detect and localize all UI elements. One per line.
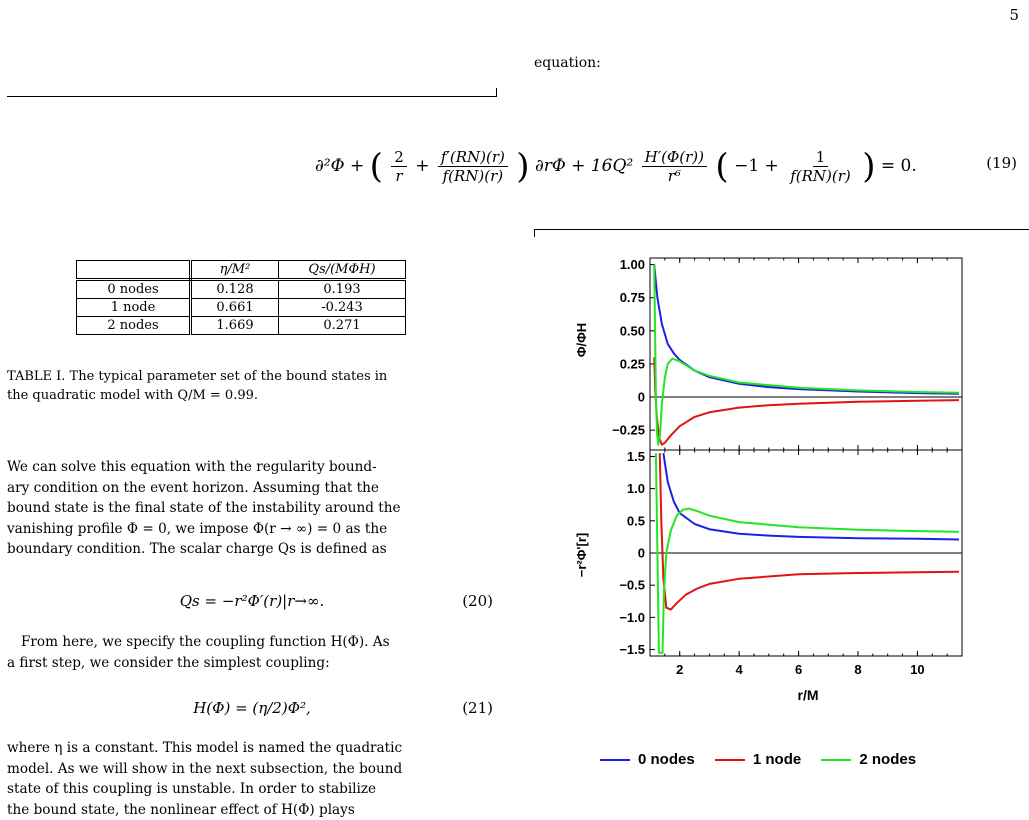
text-line: boundary condition. The scalar charge Qs is defined as (7, 539, 497, 560)
legend-swatch (715, 759, 745, 761)
eq20-number: (20) (462, 592, 493, 610)
frac-den: r (392, 167, 405, 185)
y-tick-label: 0 (638, 546, 645, 561)
eq19-minus-one: −1 + (734, 156, 779, 176)
y-tick-label: 0.25 (620, 356, 645, 371)
text-line: We can solve this equation with the regularity bound- (7, 457, 497, 478)
eq19-frac-hprime (642, 148, 707, 185)
paragraph-regularity (7, 457, 497, 560)
y-tick-label: −0.5 (619, 578, 645, 593)
table-header-cell: Qs/(MΦH) (279, 261, 406, 280)
text-line: bound state is the final state of the instability around the (7, 498, 497, 519)
eq20-body: Qs = −r²Φ′(r)|r→∞. (7, 592, 497, 610)
series-line-0-nodes (663, 453, 959, 539)
equation-intro: equation: (534, 55, 601, 71)
y-tick-label: −1.5 (619, 642, 645, 657)
y-tick-label: 0 (638, 390, 645, 405)
table-cell: 0.193 (279, 280, 406, 299)
page-number: 5 (1009, 6, 1019, 24)
text-line: a first step, we consider the simplest coupling: (7, 653, 497, 674)
eq19-frac-one-f (787, 148, 854, 185)
eq19-term2: ∂rΦ + 16Q² (535, 156, 633, 176)
y-tick-label: 0.50 (620, 323, 645, 338)
left-column-rule (7, 96, 497, 97)
table-row (77, 299, 406, 317)
legend-item-0-nodes (600, 751, 695, 768)
table-caption (7, 367, 497, 405)
bound-state-figure (560, 250, 1010, 720)
y-tick-label: −1.0 (619, 610, 645, 625)
figure-legend (600, 751, 932, 768)
text-line: ary condition on the event horizon. Assuming that the (7, 478, 497, 499)
text-line: vanishing profile Φ = 0, we impose Φ(r → ∞) = 0 as the (7, 519, 497, 540)
eq19-paren-open: ( (370, 147, 383, 187)
equation-19 (0, 148, 1029, 188)
x-tick-label: 8 (854, 662, 861, 677)
text-line: state of this coupling is unstable. In order to stabilize (7, 779, 497, 800)
top-panel (612, 257, 962, 450)
table-cell: -0.243 (279, 299, 406, 317)
parameter-table (76, 260, 406, 335)
frac-den: f(RN)(r) (440, 167, 507, 185)
y-tick-label: 1.5 (627, 449, 645, 464)
eq21-body: H(Φ) = (η/2)Φ², (7, 699, 497, 717)
text-line: From here, we specify the coupling function H(Φ). As (7, 632, 497, 653)
frac-num: f′(RN)(r) (438, 148, 508, 167)
eq19-plus: + (350, 156, 364, 176)
table-cell: 0.271 (279, 317, 406, 335)
eq21-number: (21) (462, 699, 493, 717)
top-panel-ylabel: Φ/ΦH (574, 323, 589, 357)
series-line-2-nodes (654, 265, 959, 445)
eq19-paren-close: ) (516, 147, 529, 187)
table-header-cell: η/M² (191, 261, 279, 280)
y-tick-label: 1.00 (620, 257, 645, 272)
table-cell: 1.669 (191, 317, 279, 335)
caption-line: the quadratic model with Q/M = 0.99. (7, 386, 497, 405)
frac-num: 2 (391, 148, 407, 167)
table-cell: 0.128 (191, 280, 279, 299)
legend-swatch (821, 759, 851, 761)
equation-20 (7, 586, 497, 626)
x-axis-label: r/M (798, 687, 819, 703)
table-cell: 0 nodes (77, 280, 191, 299)
y-tick-label: 1.0 (627, 481, 645, 496)
frac-den: f(RN)(r) (787, 167, 854, 185)
legend-label: 0 nodes (638, 751, 695, 768)
eq19-paren2-open: ( (715, 147, 728, 187)
caption-line: TABLE I. The typical parameter set of the bound states in (7, 367, 497, 386)
right-column-rule-tick (534, 229, 535, 237)
y-tick-label: 0.5 (627, 513, 645, 528)
legend-label: 1 node (753, 751, 801, 768)
table-row (77, 280, 406, 299)
equation-21 (7, 693, 497, 733)
text-line: model. As we will show in the next subsection, the bound (7, 759, 497, 780)
eq19-frac-fprime (438, 148, 508, 185)
series-line-1-node (654, 357, 959, 444)
paragraph-coupling (7, 632, 497, 673)
left-column-rule-tick (496, 88, 497, 96)
right-column-rule (534, 229, 1029, 230)
frac-num: H′(Φ(r)) (642, 148, 707, 167)
eq19-frac-2r (391, 148, 407, 185)
text-line: where η is a constant. This model is named the quadratic (7, 738, 497, 759)
y-tick-label: 0.75 (620, 290, 645, 305)
x-tick-label: 2 (676, 662, 683, 677)
y-tick-label: −0.25 (612, 423, 645, 438)
frac-num: 1 (813, 148, 829, 167)
table-cell: 2 nodes (77, 317, 191, 335)
x-tick-label: 10 (910, 662, 924, 677)
table-cell: 0.661 (191, 299, 279, 317)
series-line-0-nodes (654, 265, 959, 394)
eq19-paren2-close: ) (862, 147, 875, 187)
x-tick-label: 4 (736, 662, 744, 677)
table-row (77, 317, 406, 335)
bottom-panel-ylabel: −r²Φ'[r] (574, 533, 589, 577)
eq19-number: (19) (986, 154, 1017, 172)
frac-den: r⁶ (665, 167, 684, 185)
legend-swatch (600, 759, 630, 761)
eq19-equals: = 0. (881, 156, 917, 176)
bottom-panel (619, 449, 962, 677)
panel-frame (650, 258, 962, 450)
table-cell: 1 node (77, 299, 191, 317)
x-tick-label: 6 (795, 662, 802, 677)
legend-item-1-node (715, 751, 801, 768)
paragraph-quadratic (7, 738, 497, 820)
legend-label: 2 nodes (859, 751, 916, 768)
table-header-cell (77, 261, 191, 280)
eq19-term1: ∂²Φ (315, 156, 345, 176)
eq19-plus2: + (415, 156, 429, 176)
legend-item-2-nodes (821, 751, 916, 768)
text-line: the bound state, the nonlinear effect of H(Φ) plays (7, 800, 497, 820)
table-header-row (77, 261, 406, 280)
equation-19-body (315, 148, 917, 185)
